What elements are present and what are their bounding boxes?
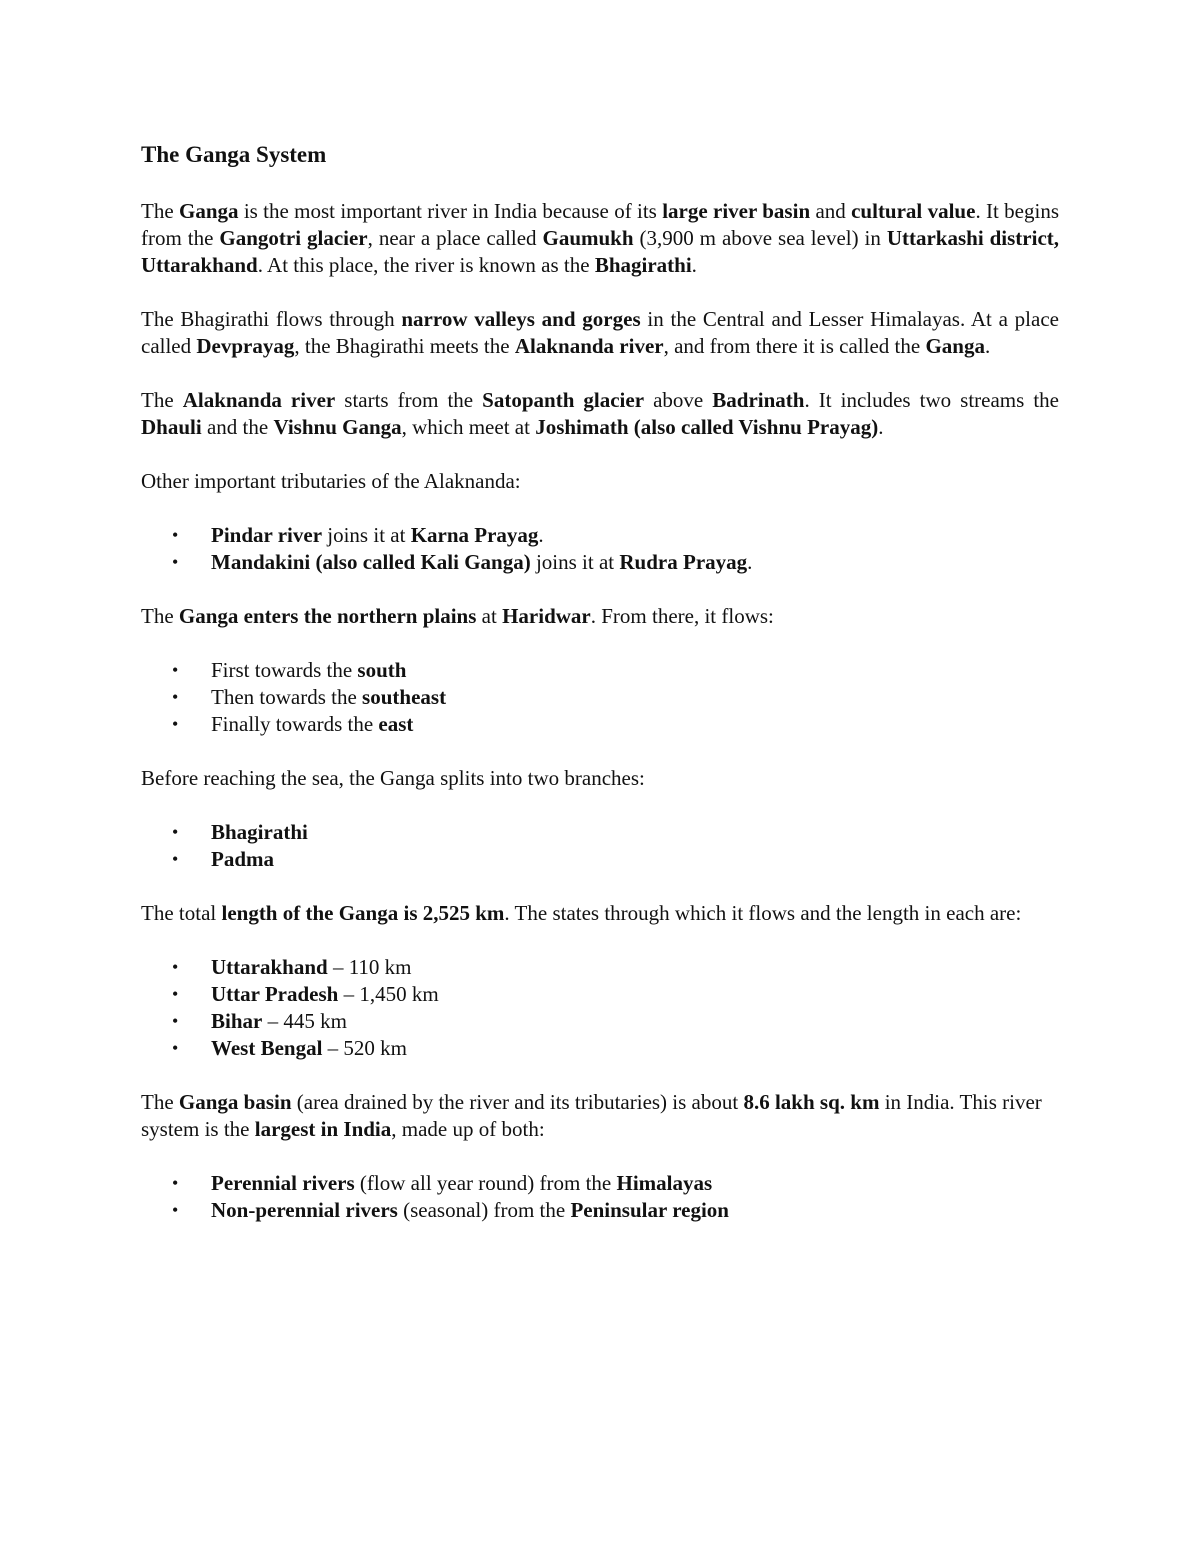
list-item xyxy=(141,549,1059,576)
text: . It includes two streams the xyxy=(804,388,1059,412)
bold-text: Bhagirathi xyxy=(594,253,692,277)
bullet-icon: • xyxy=(172,822,179,842)
bold-text: Bihar xyxy=(211,1009,263,1033)
bold-text: Padma xyxy=(211,847,274,871)
bold-text: Karna Prayag xyxy=(410,523,539,547)
bold-text: West Bengal xyxy=(211,1036,323,1060)
list-item xyxy=(141,1170,1059,1197)
bold-text: largest in India xyxy=(254,1117,392,1141)
text: at xyxy=(476,604,503,628)
paragraph-northern-plains xyxy=(141,603,1059,630)
paragraph-ganga-basin xyxy=(141,1089,1059,1143)
document-title: The Ganga System xyxy=(141,142,327,167)
list-item xyxy=(141,522,1059,549)
text: . xyxy=(747,550,753,574)
list-item xyxy=(141,981,1059,1008)
bold-text: Uttar Pradesh xyxy=(211,982,339,1006)
text: . From there, it flows: xyxy=(590,604,774,628)
text: and xyxy=(810,199,852,223)
bullet-icon: • xyxy=(172,525,179,545)
bullet-icon: • xyxy=(172,984,179,1004)
list-item xyxy=(141,1008,1059,1035)
bold-text: Ganga enters the northern plains xyxy=(178,604,477,628)
text: . It begins from the xyxy=(141,199,1060,250)
bold-text: narrow valleys and gorges xyxy=(401,307,641,331)
text: joins it at xyxy=(530,550,620,574)
text: The Bhagirathi flows through xyxy=(141,307,402,331)
bold-text: Mandakini (also called Kali Ganga) xyxy=(211,550,531,574)
bullet-icon: • xyxy=(172,552,179,572)
states-length-list xyxy=(141,954,1059,1062)
bold-text: Bhagirathi xyxy=(211,820,308,844)
bold-text: length of the Ganga is 2,525 km xyxy=(221,901,505,925)
tributaries-list xyxy=(141,522,1059,576)
list-item xyxy=(141,846,1059,873)
bold-text: Non-perennial rivers xyxy=(211,1198,398,1222)
text: – 110 km xyxy=(327,955,412,979)
paragraph-branches-intro: Before reaching the sea, the Ganga splits into two branches: xyxy=(141,766,645,790)
text: The xyxy=(141,388,183,412)
bold-text: Uttarakhand xyxy=(211,955,328,979)
bold-text: Ganga xyxy=(178,199,239,223)
text: in India. This river system is the xyxy=(141,1090,1042,1141)
list-item xyxy=(141,1197,1059,1224)
text: joins it at xyxy=(322,523,411,547)
bold-text: Haridwar xyxy=(502,604,591,628)
list-item xyxy=(141,954,1059,981)
bold-text: Perennial rivers xyxy=(211,1171,355,1195)
bold-text: large river basin xyxy=(662,199,811,223)
list-item xyxy=(141,1035,1059,1062)
bold-text: Badrinath xyxy=(712,388,805,412)
bold-text: Gaumukh xyxy=(542,226,634,250)
text: Finally towards the xyxy=(211,712,379,736)
bold-text: southeast xyxy=(362,685,447,709)
text: in the Central and Lesser Himalayas. At a place called xyxy=(141,307,1059,358)
text: (flow all year round) from the xyxy=(354,1171,617,1195)
text: (area drained by the river and its tributaries) is about xyxy=(291,1090,744,1114)
bold-text: Vishnu Ganga xyxy=(273,415,402,439)
river-types-list xyxy=(141,1170,1059,1224)
bullet-icon: • xyxy=(172,660,179,680)
text: (3,900 m above sea level) in xyxy=(633,226,887,250)
text: . xyxy=(691,253,697,277)
text: The total xyxy=(141,901,222,925)
branches-list xyxy=(141,819,1059,873)
bold-text: Gangotri glacier xyxy=(219,226,368,250)
text: The xyxy=(141,1090,179,1114)
paragraph-alaknanda xyxy=(141,387,1059,441)
bold-text: Himalayas xyxy=(616,1171,713,1195)
bold-text: Rudra Prayag xyxy=(619,550,748,574)
text: and the xyxy=(201,415,274,439)
text: – 520 km xyxy=(322,1036,408,1060)
text: above xyxy=(644,388,713,412)
bold-text: east xyxy=(378,712,414,736)
bold-text: Dhauli xyxy=(141,415,202,439)
text: – 445 km xyxy=(262,1009,347,1033)
bold-text: Alaknanda river xyxy=(182,388,336,412)
text: First towards the xyxy=(211,658,358,682)
bold-text: cultural value xyxy=(851,199,976,223)
text: starts from the xyxy=(335,388,483,412)
bold-text: Pindar river xyxy=(211,523,323,547)
bullet-icon: • xyxy=(172,957,179,977)
bold-text: Joshimath (also called Vishnu Prayag) xyxy=(535,415,879,439)
paragraph-tributaries-intro: Other important tributaries of the Alaknanda: xyxy=(141,469,521,493)
text: , made up of both: xyxy=(391,1117,545,1141)
bullet-icon: • xyxy=(172,1011,179,1031)
bold-text: south xyxy=(357,658,407,682)
text: , which meet at xyxy=(401,415,536,439)
text: – 1,450 km xyxy=(338,982,439,1006)
text: , and from there it is called the xyxy=(663,334,926,358)
text: The xyxy=(141,199,179,223)
bold-text: Peninsular region xyxy=(570,1198,729,1222)
list-item xyxy=(141,657,1059,684)
text: , near a place called xyxy=(367,226,543,250)
bullet-icon: • xyxy=(172,1173,179,1193)
bullet-icon: • xyxy=(172,1200,179,1220)
bold-text: Satopanth glacier xyxy=(482,388,645,412)
bullet-icon: • xyxy=(172,1038,179,1058)
text: . xyxy=(538,523,544,547)
paragraph-total-length xyxy=(141,900,1059,927)
text: . The states through which it flows and the length in each are: xyxy=(504,901,1022,925)
text: is the most important river in India because of its xyxy=(238,199,663,223)
text: . xyxy=(878,415,884,439)
text: . xyxy=(984,334,991,358)
text: , the Bhagirathi meets the xyxy=(294,334,515,358)
paragraph-bhagirathi xyxy=(141,306,1059,360)
list-item xyxy=(141,711,1059,738)
bullet-icon: • xyxy=(172,849,179,869)
bold-text: Uttarkashi district, Uttarakhand xyxy=(141,226,1060,277)
text: (seasonal) from the xyxy=(397,1198,571,1222)
list-item xyxy=(141,684,1059,711)
flow-direction-list xyxy=(141,657,1059,738)
paragraph-ganga-origin xyxy=(141,198,1059,279)
document-page xyxy=(141,140,1059,1251)
bold-text: Devprayag xyxy=(196,334,295,358)
bold-text: Ganga basin xyxy=(178,1090,292,1114)
text: . At this place, the river is known as the xyxy=(257,253,595,277)
bullet-icon: • xyxy=(172,687,179,707)
bold-text: 8.6 lakh sq. km xyxy=(743,1090,880,1114)
text: The xyxy=(141,604,179,628)
bullet-icon: • xyxy=(172,714,179,734)
bold-text: Alaknanda river xyxy=(514,334,664,358)
list-item xyxy=(141,819,1059,846)
text: Then towards the xyxy=(211,685,363,709)
bold-text: Ganga xyxy=(925,334,985,358)
